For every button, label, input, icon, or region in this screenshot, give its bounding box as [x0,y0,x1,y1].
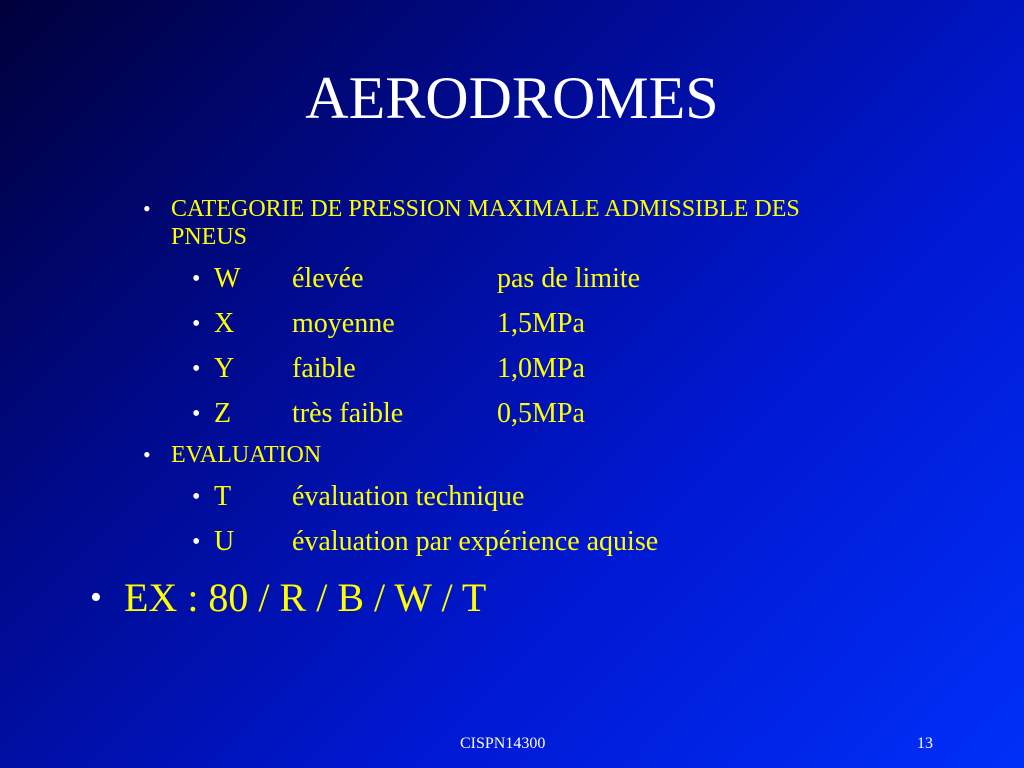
pressure-label: élevée [292,263,364,294]
evaluation-heading-item [143,441,543,471]
evaluation-item-u [192,526,792,560]
footer-center: CISPN14300 [460,735,546,752]
bullet-icon: • [192,484,201,510]
example-text: EX : 80 / R / B / W / T [124,575,487,620]
pressure-item-x [192,308,792,342]
pressure-code: W [214,263,241,294]
pressure-heading-line1: CATEGORIE DE PRESSION MAXIMALE ADMISSIBLE DES [171,196,800,222]
slide-title: AERODROMES [305,65,719,131]
evaluation-code: T [214,481,232,512]
evaluation-label: évaluation technique [292,481,525,512]
pressure-value: 0,5MPa [497,398,585,429]
evaluation-item-t [192,481,792,515]
pressure-heading-line2: PNEUS [171,224,248,250]
evaluation-label: évaluation par expérience aquise [292,526,659,557]
bullet-icon: • [90,579,102,616]
pressure-label: très faible [292,398,404,429]
bullet-icon: • [192,266,201,292]
pressure-item-y [192,353,792,387]
pressure-value: pas de limite [497,263,641,294]
bullet-icon: • [192,356,201,382]
bullet-icon: • [143,196,151,221]
bullet-icon: • [143,442,151,467]
pressure-heading-item [143,195,943,255]
example-item [90,576,690,624]
bullet-icon: • [192,529,201,555]
pressure-code: Z [214,398,232,429]
page-number: 13 [917,735,933,752]
evaluation-heading: EVALUATION [171,442,322,468]
pressure-code: Y [214,353,235,384]
evaluation-code: U [214,526,235,557]
pressure-item-w [192,263,792,297]
pressure-label: moyenne [292,308,395,339]
pressure-label: faible [292,353,356,384]
bullet-icon: • [192,311,201,337]
pressure-item-z [192,398,792,432]
pressure-value: 1,5MPa [497,308,585,339]
pressure-value: 1,0MPa [497,353,585,384]
bullet-icon: • [192,401,201,427]
pressure-code: X [214,308,235,339]
